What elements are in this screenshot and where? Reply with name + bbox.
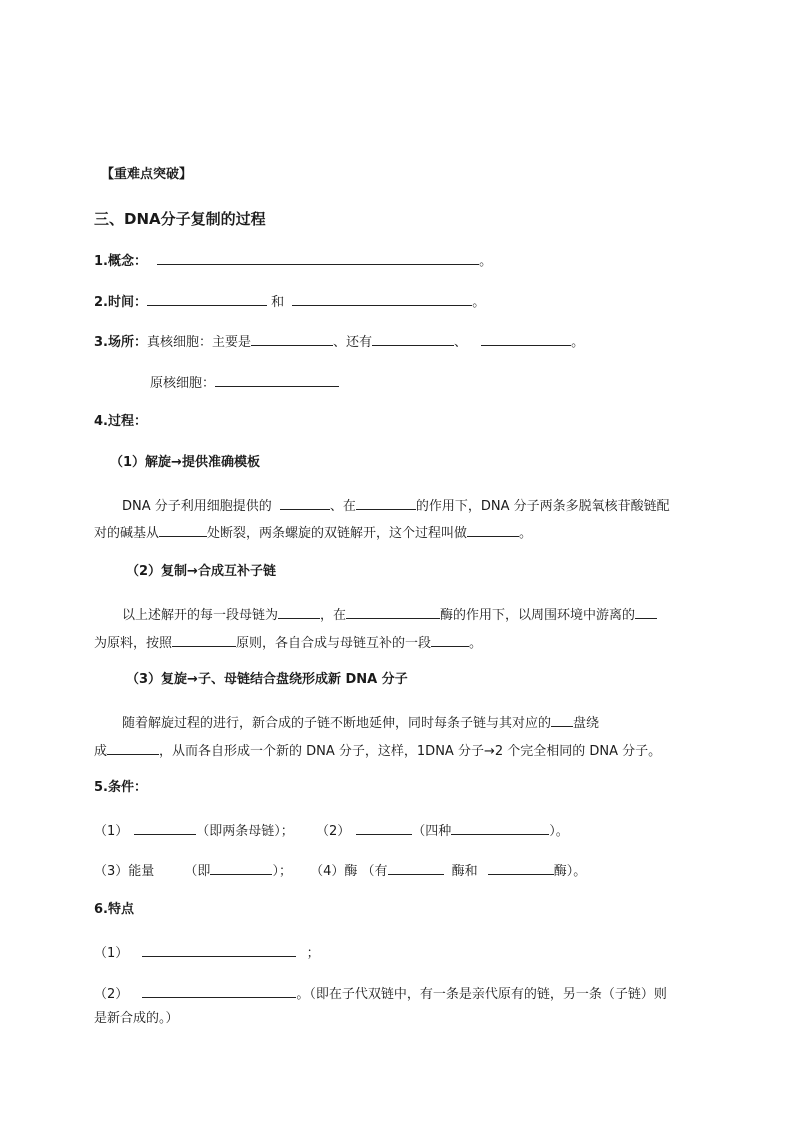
blank-step2-1[interactable] [278,605,320,619]
blank-step3-1[interactable] [551,713,573,727]
text: 对的碱基从 [94,526,160,541]
blank-step2-5[interactable] [431,633,469,647]
item-concept-label: 1.概念： [94,254,147,269]
text: 原核细胞： [150,376,216,391]
features-row2-line2: 是新合成的。） [94,1011,179,1026]
blank-time-1[interactable] [147,292,267,306]
text: 盘绕 [573,716,600,731]
item-concept [94,251,492,270]
text: DNA 分子利用细胞提供的 [122,499,272,514]
blank-step3-2[interactable] [107,741,159,755]
blank-location-3[interactable] [481,332,571,346]
text: 酶）。 [553,864,587,879]
text: 。 [472,295,486,310]
item-process-label: 4.过程： [94,414,147,429]
features-row1 [94,943,320,962]
blank-feature-1[interactable] [142,943,296,957]
text: 真核细胞：主要是 [146,335,251,350]
blank-step1-4[interactable] [467,523,519,537]
step3-para-line1 [122,713,599,732]
item-conditions-label: 5.条件： [94,780,147,795]
text: 、还有 [333,335,373,350]
text: 成 [94,744,108,759]
text: 。 [469,636,483,651]
text: ）； [272,864,292,879]
text: 和 [271,295,285,310]
text: 随着解旋过程的进行，新合成的子链不断地延伸，同时每条子链与其对应的 [122,716,552,731]
text: 。 [479,254,493,269]
item-location-prokaryote [150,373,339,392]
step3-heading: （3）复旋→子、母链结合盘绕形成新 DNA 分子 [126,672,408,687]
page-title: 三、DNA分子复制的过程 [94,210,266,228]
text: 。 [519,526,533,541]
text: 处断裂，两条螺旋的双链解开，这个过程叫做 [207,526,468,541]
text: ； [306,946,320,961]
blank-location-1[interactable] [251,332,333,346]
step2-para-line1 [122,605,657,624]
blank-feature-2[interactable] [142,984,296,998]
text: ，在 [320,608,347,623]
text: （即 [184,864,211,879]
text: （四种 [412,824,452,839]
text: （3）能量 [94,864,155,879]
blank-cond-4[interactable] [210,861,272,875]
step1-para-line1 [122,496,670,515]
text: （1） [94,946,129,961]
text: 。（即在子代双链中，有一条是亲代原有的链，另一条（子链）则 [296,987,667,1002]
text: （2） [94,987,129,1002]
blank-step1-3[interactable] [159,523,207,537]
blank-location-2[interactable] [372,332,454,346]
blank-step2-3[interactable] [635,605,657,619]
features-row2-line1 [94,984,667,1003]
text: （1） [94,824,129,839]
blank-step2-2[interactable] [346,605,440,619]
blank-cond-5[interactable] [388,861,444,875]
section-heading: 【重难点突破】 [101,167,193,182]
text: 酶的作用下，以周围环境中游离的 [440,608,636,623]
item-location-label: 3.场所： [94,335,147,350]
blank-concept[interactable] [157,251,479,265]
item-time-label: 2.时间： [94,295,147,310]
step2-para-line2 [94,633,482,652]
text: 酶和 [451,864,478,879]
text: （4）酶 （有 [310,864,388,879]
item-features-label: 6.特点 [94,902,134,917]
blank-cond-2[interactable] [356,821,412,835]
text: 、 [454,335,468,350]
text: 。 [571,335,585,350]
item-location [94,332,584,351]
blank-time-2[interactable] [292,292,472,306]
blank-step1-2[interactable] [356,496,416,510]
blank-cond-6[interactable] [488,861,554,875]
step2-heading: （2）复制→合成互补子链 [126,564,276,579]
text: ，从而各自形成一个新的 DNA 分子，这样，1DNA 分子→2 个完全相同的 DNA 分子。 [159,744,662,759]
blank-step2-4[interactable] [172,633,236,647]
conditions-row1 [94,821,569,840]
text: （即两条母链）； [196,824,294,839]
step1-heading: （1）解旋→提供准确模板 [110,455,260,470]
step1-para-line2 [94,523,532,542]
text: 原则，各自合成与母链互补的一段 [236,636,432,651]
text: 以上述解开的每一段母链为 [122,608,279,623]
item-time [94,292,485,311]
blank-step1-1[interactable] [280,496,330,510]
blank-cond-1[interactable] [134,821,196,835]
text: 、在 [329,499,356,514]
text: ）。 [549,824,569,839]
text: （2） [315,824,351,839]
text: 的作用下，DNA 分子两条多脱氧核苷酸链配 [415,499,670,514]
step3-para-line2 [94,741,661,760]
blank-location-4[interactable] [215,373,339,387]
text: 为原料，按照 [94,636,173,651]
blank-cond-3[interactable] [451,821,549,835]
conditions-row2 [94,861,586,880]
